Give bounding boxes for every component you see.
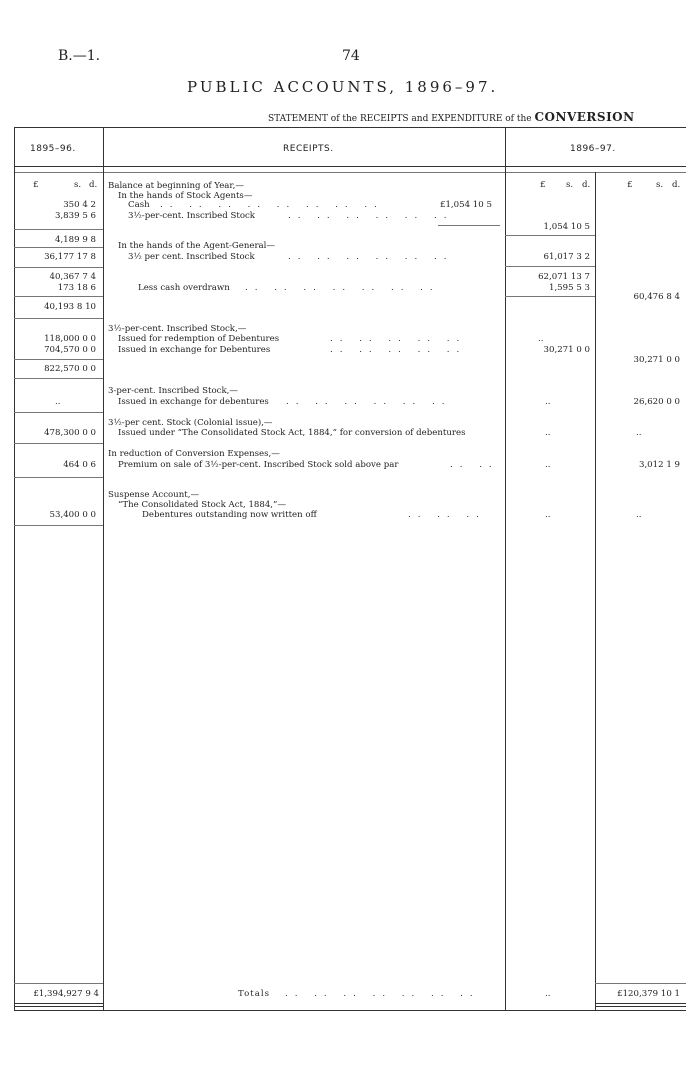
curr-outer-amount: ..: [636, 428, 642, 438]
desc-totals: Totals: [238, 989, 270, 999]
prev-amount: 704,570 0 0: [44, 345, 96, 355]
curr-inner-amount: 61,017 3 2: [543, 252, 590, 262]
prev-amount: 40,367 7 4: [49, 272, 96, 282]
desc-inscribed: 3½-per-cent. Inscribed Stock: [128, 211, 256, 221]
subtotal-rule: [14, 443, 103, 444]
subtotal-rule: [14, 267, 103, 268]
header-bottom-rule: [14, 166, 686, 167]
subtotal-rule: [14, 378, 103, 379]
desc-redemption: Issued for redemption of Debentures: [118, 334, 280, 344]
curr-inner-rule: [505, 235, 595, 236]
curr-outer-amount: 30,271 0 0: [633, 355, 680, 365]
prev-amount: 478,300 0 0: [44, 428, 96, 438]
desc-debentures-off: Debentures outstanding now written off: [142, 510, 317, 520]
document-reference: B.—1.: [58, 48, 101, 64]
subtitle-bold: CONVERSION: [534, 110, 635, 124]
curr-inner-amount: 30,271 0 0: [543, 345, 590, 355]
unit-s: s.: [656, 180, 664, 190]
desc-cash-amount: £1,054 10 5: [440, 200, 492, 210]
desc-premium: Premium on sale of 3½-per-cent. Inscribed Stock sold above par: [118, 460, 399, 470]
prev-amount: 822,570 0 0: [44, 364, 96, 374]
prev-amount: ..: [55, 397, 61, 407]
left-border: [14, 127, 15, 1011]
prev-amount: 118,000 0 0: [44, 334, 96, 344]
desc-colonial-issued: Issued under “The Consolidated Stock Act, 1884,” for conversion of debentures: [118, 428, 466, 438]
desc-stock-agents: In the hands of Stock Agents—: [118, 191, 253, 201]
unit-s: s.: [566, 180, 574, 190]
curr-outer-amount: ..: [636, 510, 642, 520]
desc-stock-3-head: 3-per-cent. Inscribed Stock,—: [108, 386, 239, 396]
col-heading-curr: 1896–97.: [570, 144, 616, 154]
subtotal-rule: [14, 318, 103, 319]
header-second-rule: [14, 172, 686, 173]
subtotal-rule: [14, 412, 103, 413]
totals-double-rule: [14, 1006, 103, 1007]
divider-prev: [103, 127, 104, 1011]
subtotal-rule: [14, 247, 103, 248]
desc-stock-3half-head: 3½-per-cent. Inscribed Stock,—: [108, 324, 247, 334]
leader-dots: .. .. .. .. ..: [330, 334, 467, 344]
divider-desc: [505, 127, 506, 1011]
curr-inner-amount: 62,071 13 7: [538, 272, 590, 282]
totals-double-rule: [595, 1003, 686, 1004]
desc-suspense-act: “The Consolidated Stock Act, 1884,”—: [118, 500, 287, 510]
curr-outer-amount: 60,476 8 4: [633, 292, 680, 302]
leader-dots: .. .. .. .. .. ..: [286, 397, 452, 407]
prev-amount: 3,839 5 6: [54, 211, 96, 221]
curr-outer-amount: 26,620 0 0: [633, 397, 680, 407]
curr-inner-amount: 1,054 10 5: [543, 222, 590, 232]
prev-amount: 173 18 6: [57, 283, 96, 293]
desc-less-cash: Less cash overdrawn: [138, 283, 230, 293]
totals-double-rule: [14, 1003, 103, 1004]
curr-inner-amount: ..: [545, 460, 551, 470]
curr-inner-rule: [505, 266, 595, 267]
leader-dots: .. .. ..: [408, 510, 486, 520]
unit-pound: £: [33, 180, 39, 190]
prev-amount: 4,189 9 8: [54, 235, 96, 245]
prev-amount: 350 4 2: [63, 200, 96, 210]
totals-top-rule: [14, 983, 103, 984]
col-heading-prev: 1895–96.: [30, 144, 76, 154]
unit-pound: £: [540, 180, 546, 190]
subtitle-prefix: STATEMENT of the RECEIPTS and EXPENDITURE of the: [268, 114, 532, 124]
desc-agent-general: In the hands of the Agent-General—: [118, 241, 276, 251]
totals-double-rule: [595, 1006, 686, 1007]
curr-inner-rule: [505, 296, 595, 297]
desc-exchange-3: Issued in exchange for debentures: [118, 397, 269, 407]
desc-colonial-head: 3½-per cent. Stock (Colonial issue),—: [108, 418, 273, 428]
curr-outer-amount: 3,012 1 9: [638, 460, 680, 470]
curr-inner-amount: ..: [545, 397, 551, 407]
subtotal-rule: [14, 477, 103, 478]
desc-inscribed-b: 3½ per cent. Inscribed Stock: [128, 252, 255, 262]
subtotal-rule: [14, 229, 103, 230]
subtotal-rule: [14, 296, 103, 297]
prev-amount: 36,177 17 8: [44, 252, 96, 262]
leader-dots: .. .. .. .. .. .. ..: [285, 989, 480, 999]
curr-inner-amount: ..: [545, 989, 551, 999]
inner-rule: [438, 225, 500, 226]
page-number: 74: [342, 48, 360, 64]
desc-balance: Balance at beginning of Year,—: [108, 181, 244, 191]
leader-dots: .. .. .. .. .. .. .. ..: [160, 200, 384, 210]
total-curr: £120,379 10 1: [617, 989, 680, 999]
total-prev: £1,394,927 9 4: [33, 989, 99, 999]
table-bottom-rule: [14, 1010, 686, 1011]
leader-dots: .. .. .. .. .. ..: [288, 211, 454, 221]
leader-dots: .. .. .. .. .. .. ..: [245, 283, 440, 293]
unit-s: s.: [74, 180, 82, 190]
unit-d: d.: [672, 180, 681, 190]
curr-inner-amount: ..: [538, 334, 544, 344]
desc-suspense-head: Suspense Account,—: [108, 490, 200, 500]
page-title: PUBLIC ACCOUNTS, 1896–97.: [187, 78, 499, 96]
curr-inner-amount: ..: [545, 428, 551, 438]
desc-exchange: Issued in exchange for Debentures: [118, 345, 271, 355]
curr-inner-amount: ..: [545, 510, 551, 520]
curr-inner-amount: 1,595 5 3: [548, 283, 590, 293]
unit-d: d.: [89, 180, 98, 190]
subtotal-rule: [14, 359, 103, 360]
unit-pound: £: [627, 180, 633, 190]
statement-subtitle: [268, 110, 635, 124]
desc-cash: Cash: [128, 200, 150, 210]
prev-amount: 40,193 8 10: [44, 302, 96, 312]
desc-reduction-head: In reduction of Conversion Expenses,—: [108, 449, 280, 459]
leader-dots: .. .. .. .. .. ..: [288, 252, 454, 262]
table-top-rule: [14, 127, 686, 128]
prev-amount: 464 0 6: [63, 460, 96, 470]
col-heading-receipts: RECEIPTS.: [283, 144, 334, 154]
unit-d: d.: [582, 180, 591, 190]
prev-amount: 53,400 0 0: [49, 510, 96, 520]
divider-curr: [595, 172, 596, 1011]
subtotal-rule: [14, 525, 103, 526]
leader-dots: .. .. .. .. ..: [330, 345, 467, 355]
leader-dots: .. ..: [450, 460, 499, 470]
totals-top-rule: [595, 983, 686, 984]
